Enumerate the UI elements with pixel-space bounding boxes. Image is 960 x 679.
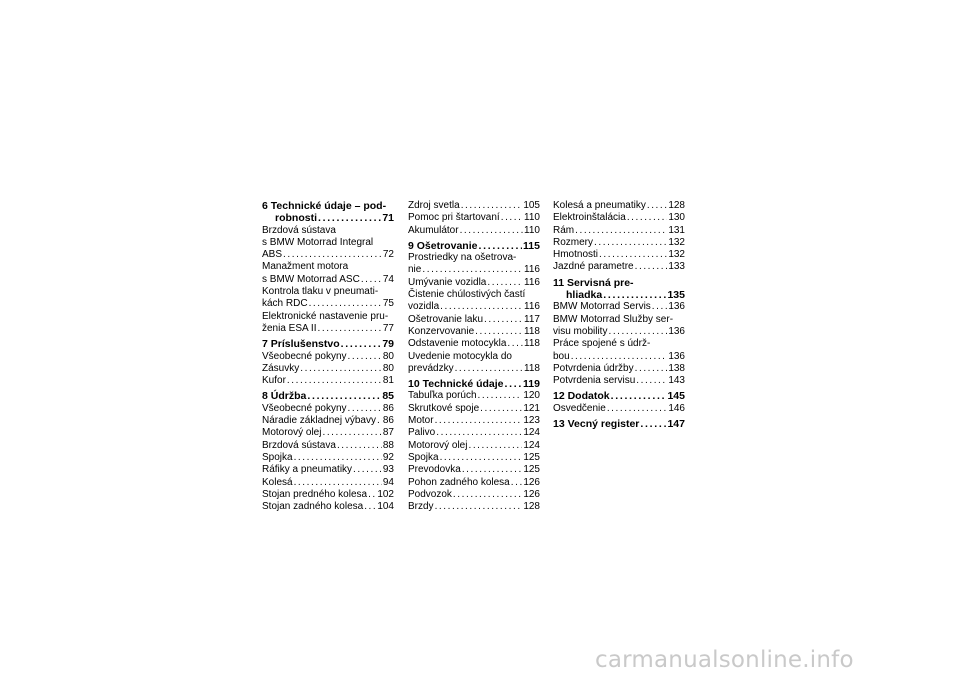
toc-entry[interactable]	[262, 363, 394, 375]
toc-entry-label: ženia ESA II	[262, 322, 317, 334]
toc-entry-label: s BMW Motorrad ASC	[262, 273, 360, 285]
toc-entry-label: Jazdné parametre	[553, 261, 634, 273]
toc-entry-label: Podvozok	[408, 488, 452, 500]
toc-entry-label: Ošetrovanie laku	[408, 313, 484, 325]
toc-entry[interactable]	[408, 252, 540, 277]
toc-entry-label: Brzdová sústava	[262, 439, 336, 451]
toc-entry-label: Potvrdenia servisu	[553, 375, 636, 387]
toc-entry[interactable]	[553, 375, 685, 387]
toc-entry[interactable]	[408, 440, 540, 452]
toc-chapter-heading[interactable]	[553, 277, 685, 302]
toc-entry-label: Práce spojené s údrž-	[553, 338, 651, 350]
toc-leader-dots	[603, 289, 666, 301]
toc-page-number: 119	[523, 378, 540, 391]
toc-leader-dots	[647, 200, 667, 212]
toc-entry-label: Palivo	[408, 427, 436, 439]
toc-entry[interactable]	[408, 403, 540, 415]
toc-entry-label: Stojan predného kolesa	[262, 488, 368, 500]
toc-entry[interactable]	[553, 403, 685, 415]
toc-leader-dots	[475, 326, 523, 338]
toc-leader-dots	[318, 212, 381, 224]
toc-entry-label: kách RDC	[262, 298, 308, 310]
toc-leader-dots	[348, 403, 382, 415]
toc-leader-dots	[422, 264, 523, 276]
toc-entry[interactable]	[262, 286, 394, 311]
toc-page-number: 135	[667, 289, 685, 302]
toc-entry-label: ABS	[262, 249, 283, 261]
toc-leader-dots	[484, 314, 523, 326]
toc-entry-label: 6 Technické údaje – pod-	[262, 200, 387, 212]
toc-leader-dots	[462, 464, 523, 476]
toc-page-number: 118	[524, 362, 540, 374]
toc-entry-label: Konzervovanie	[408, 325, 475, 337]
toc-entry-label: nie	[408, 264, 422, 276]
toc-leader-dots	[317, 323, 381, 335]
toc-page-number: 120	[523, 390, 540, 402]
toc-page-number: 131	[668, 224, 685, 236]
toc-page-number: 110	[524, 224, 540, 236]
toc-entry-label: visu mobility	[553, 325, 608, 337]
toc-chapter-heading[interactable]	[262, 338, 394, 350]
toc-page-number: 117	[524, 313, 540, 325]
toc-chapter-heading[interactable]	[262, 390, 394, 402]
toc-page-number: 105	[523, 200, 540, 211]
toc-entry[interactable]	[553, 200, 685, 212]
toc-chapter-heading[interactable]	[262, 200, 394, 225]
toc-entry-label: Brzdová sústava	[262, 224, 336, 236]
toc-leader-dots	[501, 212, 523, 224]
toc-entry[interactable]	[262, 375, 394, 387]
toc-page-number: 110	[524, 212, 540, 224]
toc-page-number: 128	[668, 200, 685, 211]
toc-page-number: 132	[668, 236, 685, 248]
toc-entry-label: Motorový olej	[408, 439, 468, 451]
toc-entry[interactable]	[262, 225, 394, 262]
toc-leader-dots	[635, 363, 668, 375]
toc-entry-label: BMW Motorrad Služby ser-	[553, 313, 674, 325]
toc-page-number: 86	[382, 415, 394, 427]
toc-page-number: 118	[524, 325, 540, 337]
toc-entry-label: Zdroj svetla	[408, 200, 460, 211]
toc-entry-label: Elektroinštalácia	[553, 212, 626, 224]
toc-leader-dots	[599, 249, 667, 261]
toc-entry-label: Akumulátor	[408, 224, 459, 236]
toc-page-number: 102	[377, 488, 394, 500]
toc-entry-label: Elektronické nastavenie pru-	[262, 310, 389, 322]
toc-entry-label: Kufor	[262, 375, 286, 387]
toc-entry[interactable]	[408, 464, 540, 476]
toc-entry-label: BMW Motorrad Servis	[553, 301, 651, 313]
toc-page-number: 145	[667, 390, 685, 403]
toc-page-number: 126	[523, 476, 540, 488]
toc-page-number: 80	[382, 350, 394, 362]
toc-entry[interactable]	[408, 225, 540, 237]
toc-leader-dots	[640, 418, 666, 430]
toc-entry-label: Tabuľka porúch	[408, 390, 477, 402]
toc-page-number: 80	[382, 362, 394, 374]
toc-entry[interactable]	[553, 301, 685, 313]
toc-page-number: 88	[382, 439, 394, 451]
toc-page-number: 93	[382, 464, 394, 476]
toc-page-number: 123	[523, 415, 540, 427]
toc-entry-label: Osvedčenie	[553, 402, 606, 414]
toc-page-number: 92	[382, 451, 394, 463]
toc-chapter-heading[interactable]	[408, 240, 540, 252]
toc-page-number: 116	[524, 276, 540, 288]
toc-entry[interactable]	[262, 489, 394, 501]
toc-entry[interactable]	[262, 501, 394, 513]
toc-leader-dots	[505, 378, 523, 390]
toc-column-1	[262, 200, 394, 513]
toc-entry[interactable]	[553, 225, 685, 237]
toc-entry[interactable]	[408, 390, 540, 402]
toc-leader-dots	[652, 301, 668, 313]
toc-page-number: 132	[668, 249, 685, 261]
toc-entry-label: s BMW Motorrad Integral	[262, 236, 374, 248]
toc-entry[interactable]	[262, 452, 394, 464]
toc-entry-label: Spojka	[262, 451, 293, 463]
toc-leader-dots	[361, 274, 382, 286]
toc-entry[interactable]	[408, 501, 540, 513]
toc-page-number: 118	[524, 338, 540, 350]
toc-page-number: 72	[382, 249, 394, 261]
toc-page-number: 115	[523, 239, 540, 252]
toc-leader-dots	[353, 464, 382, 476]
toc-entry[interactable]	[553, 338, 685, 363]
toc-page-number: 124	[523, 427, 540, 439]
toc-leader-dots	[636, 375, 667, 387]
toc-entry[interactable]	[553, 237, 685, 249]
toc-entry[interactable]	[262, 351, 394, 363]
toc-entry-label: Kolesá	[262, 476, 293, 488]
toc-leader-dots	[287, 375, 382, 387]
toc-entry-label: prevádzky	[408, 362, 454, 374]
toc-entry[interactable]	[262, 403, 394, 415]
toc-entry[interactable]	[408, 338, 540, 350]
toc-entry[interactable]	[408, 289, 540, 314]
toc-entry-label: Hmotnosti	[553, 249, 599, 261]
watermark-text: carmanualsonline.info	[595, 647, 854, 673]
toc-entry-label: Kontrola tlaku v pneumati-	[262, 286, 379, 298]
toc-entry-label: 12 Dodatok	[553, 390, 610, 403]
toc-page-number: 130	[668, 212, 685, 224]
toc-leader-dots	[436, 427, 522, 439]
toc-leader-dots	[627, 212, 668, 224]
toc-leader-dots	[478, 390, 523, 402]
toc-leader-dots	[455, 363, 523, 375]
toc-page-number: 125	[523, 464, 540, 476]
toc-leader-dots	[368, 489, 376, 501]
toc-leader-dots	[283, 249, 382, 261]
toc-entry[interactable]	[553, 249, 685, 261]
toc-page-number: 86	[382, 402, 394, 414]
toc-leader-dots	[322, 427, 381, 439]
toc-entry[interactable]	[553, 261, 685, 273]
toc-entry[interactable]	[408, 277, 540, 289]
toc-leader-dots	[608, 326, 667, 338]
toc-entry[interactable]	[262, 477, 394, 489]
toc-leader-dots	[635, 261, 668, 273]
toc-entry[interactable]	[408, 314, 540, 326]
toc-column-3	[553, 200, 685, 430]
toc-page-number: 79	[382, 338, 394, 351]
toc-leader-dots	[440, 452, 523, 464]
toc-entry-label: Všeobecné pokyny	[262, 402, 347, 414]
toc-page-number: 136	[668, 350, 685, 362]
toc-leader-dots	[435, 501, 523, 513]
toc-chapter-heading[interactable]	[408, 378, 540, 390]
toc-entry-label: 10 Technické údaje	[408, 378, 504, 391]
toc-page-number: 116	[524, 301, 540, 313]
toc-entry[interactable]	[408, 452, 540, 464]
toc-leader-dots	[611, 390, 667, 402]
toc-entry[interactable]	[262, 261, 394, 286]
toc-entry-label: Ráfiky a pneumatiky	[262, 464, 353, 476]
toc-page-number: 121	[523, 402, 540, 414]
toc-leader-dots	[468, 440, 522, 452]
toc-page-number: 125	[523, 451, 540, 463]
toc-column-2	[408, 200, 540, 513]
toc-leader-dots	[307, 390, 381, 402]
toc-page-number: 81	[382, 375, 394, 387]
toc-entry-label: Rozmery	[553, 236, 594, 248]
toc-page-number: 94	[382, 476, 394, 488]
toc-page-number: 116	[524, 264, 540, 276]
toc-entry[interactable]	[262, 464, 394, 476]
toc-entry[interactable]	[262, 440, 394, 452]
toc-leader-dots	[294, 477, 382, 489]
toc-leader-dots	[478, 240, 522, 252]
toc-page-number: 74	[382, 273, 394, 285]
toc-entry-label: bou	[553, 350, 570, 362]
toc-entry-label: Uvedenie motocykla do	[408, 350, 512, 362]
toc-leader-dots	[487, 277, 523, 289]
toc-entry[interactable]	[262, 415, 394, 427]
toc-leader-dots	[511, 477, 523, 489]
toc-leader-dots	[348, 351, 382, 363]
toc-entry-label: 8 Údržba	[262, 390, 307, 403]
toc-entry-label: 9 Ošetrovanie	[408, 239, 478, 252]
toc-leader-dots	[300, 363, 382, 375]
toc-entry[interactable]	[408, 477, 540, 489]
toc-entry[interactable]	[408, 427, 540, 439]
toc-page-number: 147	[667, 418, 685, 431]
toc-leader-dots	[461, 200, 523, 212]
toc-entry-label: Motor	[408, 415, 434, 427]
toc-leader-dots	[607, 403, 668, 415]
toc-entry-label: vozidla	[408, 301, 440, 313]
toc-leader-dots	[337, 440, 382, 452]
toc-page-number: 136	[668, 301, 685, 313]
toc-leader-dots	[341, 338, 382, 350]
toc-entry-label: Brzdy	[408, 501, 434, 513]
toc-entry-label: Prevodovka	[408, 464, 461, 476]
toc-page-number: 75	[382, 298, 394, 310]
toc-entry-label: Pohon zadného kolesa	[408, 476, 510, 488]
toc-entry[interactable]	[408, 415, 540, 427]
toc-entry[interactable]	[408, 351, 540, 376]
toc-entry-label: Zásuvky	[262, 362, 300, 374]
toc-chapter-heading[interactable]	[553, 418, 685, 430]
toc-entry-label: 7 Príslušenstvo	[262, 338, 340, 351]
toc-page-number: 85	[382, 390, 394, 403]
toc-entry[interactable]	[553, 314, 685, 339]
toc-entry-label: Stojan zadného kolesa	[262, 501, 364, 513]
toc-entry-label: Náradie základnej výbavy	[262, 415, 376, 427]
toc-entry-label: Motorový olej	[262, 427, 322, 439]
toc-leader-dots	[507, 338, 523, 350]
toc-page-number: 77	[382, 322, 394, 334]
toc-entry-label: Potvrdenia údržby	[553, 362, 634, 374]
toc-entry-label: hliadka	[566, 289, 603, 302]
toc-leader-dots	[575, 225, 667, 237]
toc-page-number: 124	[523, 439, 540, 451]
toc-leader-dots	[294, 452, 382, 464]
toc-leader-dots	[460, 225, 523, 237]
toc-chapter-heading[interactable]	[553, 390, 685, 402]
toc-entry-label: 13 Vecný register	[553, 418, 640, 431]
toc-leader-dots	[453, 489, 522, 501]
toc-entry[interactable]	[408, 200, 540, 212]
toc-entry[interactable]	[553, 363, 685, 375]
toc-entry[interactable]	[262, 311, 394, 336]
toc-entry-label: robnosti	[275, 212, 317, 225]
toc-entry-label: Pomoc pri štartovaní	[408, 212, 500, 224]
toc-leader-dots	[440, 301, 523, 313]
toc-leader-dots	[571, 351, 668, 363]
toc-page-number: 138	[668, 362, 685, 374]
toc-leader-dots	[480, 403, 522, 415]
toc-leader-dots	[364, 501, 376, 513]
toc-entry[interactable]	[262, 427, 394, 439]
toc-page-number: 136	[668, 325, 685, 337]
toc-entry-label: Všeobecné pokyny	[262, 350, 347, 362]
toc-entry[interactable]	[553, 212, 685, 224]
toc-page-number: 133	[668, 261, 685, 273]
toc-entry-label: Rám	[553, 224, 575, 236]
toc-leader-dots	[594, 237, 667, 249]
toc-entry-label: 11 Servisná pre-	[553, 276, 634, 289]
toc-entry-label: Umývanie vozidla	[408, 276, 487, 288]
toc-entry-label: Skrutkové spoje	[408, 402, 480, 414]
toc-page-number: 146	[668, 402, 685, 414]
toc-entry[interactable]	[408, 489, 540, 501]
toc-leader-dots	[435, 415, 523, 427]
toc-page-number: 87	[382, 427, 394, 439]
toc-entry-label: Odstavenie motocykla	[408, 338, 507, 350]
toc-entry-label: Čistenie chúlostivých častí	[408, 289, 526, 301]
toc-leader-dots	[377, 415, 382, 427]
toc-entry-label: Kolesá a pneumatiky	[553, 200, 646, 211]
toc-page-number: 128	[523, 501, 540, 513]
toc-page-number: 104	[377, 501, 394, 513]
toc-page-number: 126	[523, 488, 540, 500]
toc-entry[interactable]	[408, 326, 540, 338]
toc-entry-label: Spojka	[408, 451, 439, 463]
toc-entry-label: Manažment motora	[262, 261, 349, 273]
toc-page-number: 71	[382, 212, 394, 225]
toc-entry[interactable]	[408, 212, 540, 224]
toc-leader-dots	[309, 298, 382, 310]
toc-entry-label: Prostriedky na ošetrova-	[408, 252, 517, 264]
toc-page-number: 143	[668, 375, 685, 387]
